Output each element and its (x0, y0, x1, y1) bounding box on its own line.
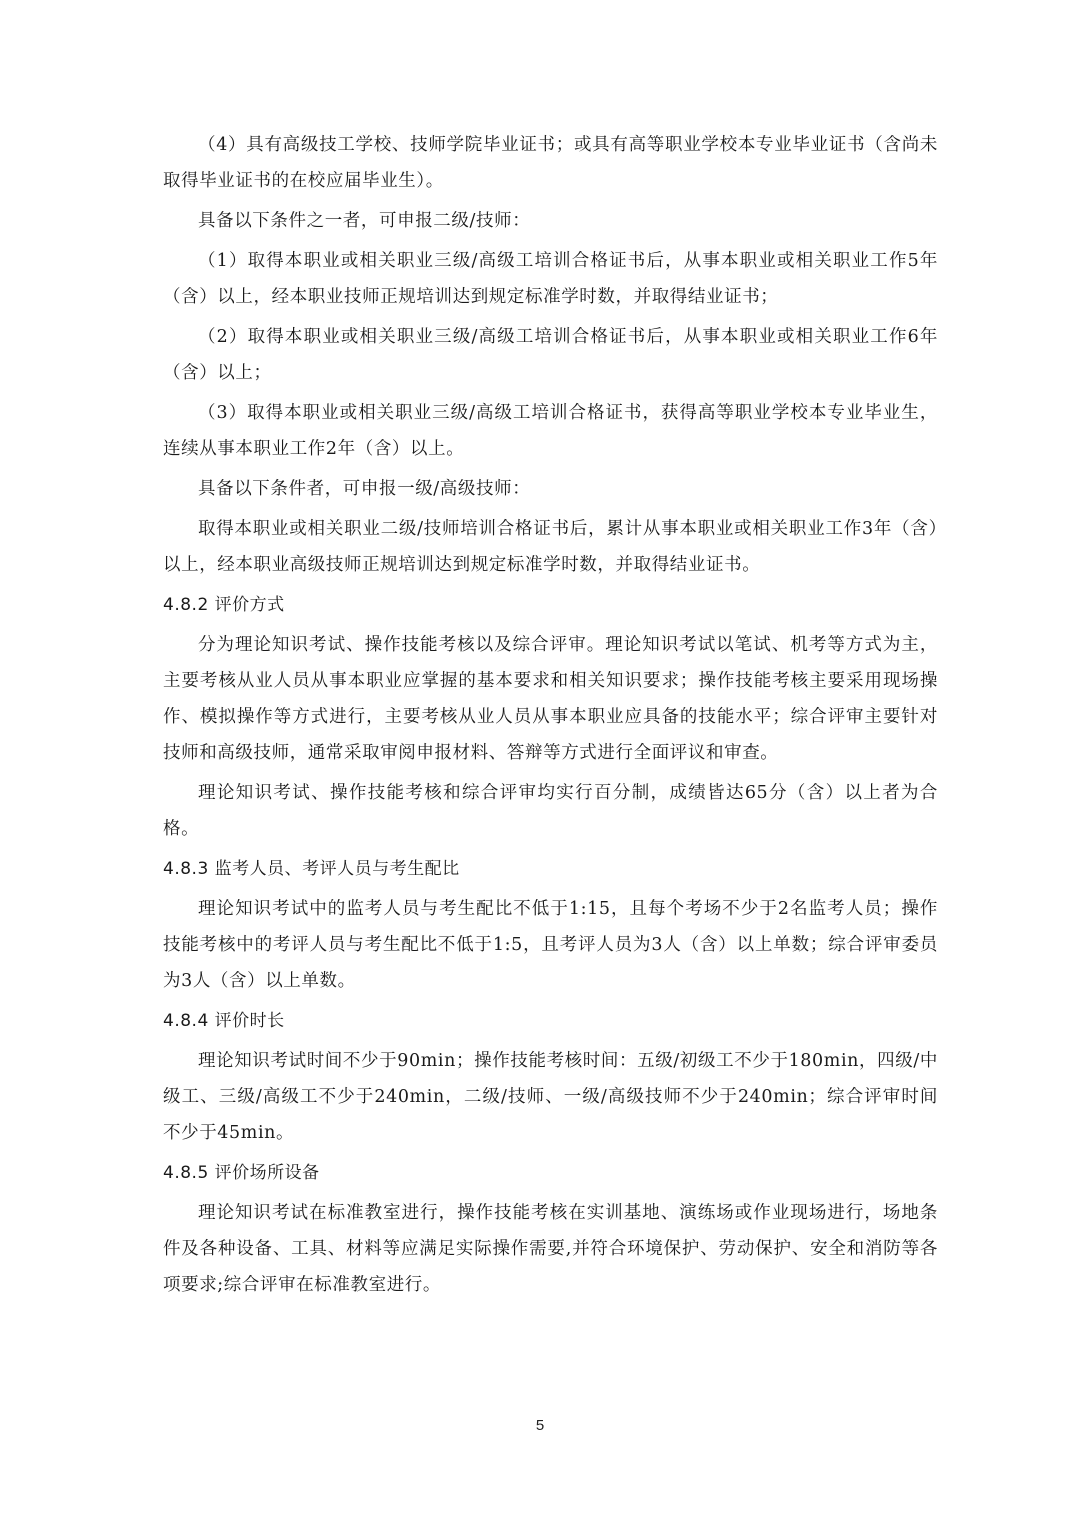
paragraph-staff-ratio: 理论知识考试中的监考人员与考生配比不低于1:15，且每个考场不少于2名监考人员；操作技能考核中的考评人员与考生配比不低于1:5，且考评人员为3人（含）以上单数；综合评审委员为3人（含）以上单数。 (163, 899, 938, 991)
paragraph-level2-condition-3: （3）取得本职业或相关职业三级/高级工培训合格证书，获得高等职业学校本专业毕业生，连续从事本职业工作2年（含）以上。 (163, 403, 938, 459)
page-content (163, 127, 938, 1307)
paragraph-condition-4: （4）具有高级技工学校、技师学院毕业证书；或具有高等职业学校本专业毕业证书（含尚未取得毕业证书的在校应届毕业生）。 (163, 135, 938, 191)
paragraph-level2-intro: 具备以下条件之一者，可申报二级/技师： (198, 211, 531, 231)
paragraph-evaluation-duration: 理论知识考试时间不少于90min；操作技能考核时间：五级/初级工不少于180min，四级/中级工、三级/高级工不少于240min，二级/技师、一级/高级技师不少于240min；综合评审时间不少于45min。 (163, 1051, 938, 1143)
page-number: 5 (535, 1417, 545, 1434)
paragraph-level1-condition: 取得本职业或相关职业二级/技师培训合格证书后，累计从事本职业或相关职业工作3年（含）以上，经本职业高级技师正规培训达到规定标准学时数，并取得结业证书。 (163, 519, 938, 575)
paragraph-level2-condition-2: （2）取得本职业或相关职业三级/高级工培训合格证书后，从事本职业或相关职业工作6年（含）以上； (163, 327, 938, 383)
section-heading-4-8-4: 4.8.4 评价时长 (163, 1011, 285, 1031)
paragraph-level2-condition-1: （1）取得本职业或相关职业三级/高级工培训合格证书后，从事本职业或相关职业工作5年（含）以上，经本职业技师正规培训达到规定标准学时数，并取得结业证书； (163, 251, 938, 307)
section-heading-4-8-5: 4.8.5 评价场所设备 (163, 1163, 320, 1183)
paragraph-level1-intro: 具备以下条件者，可申报一级/高级技师： (198, 479, 531, 499)
paragraph-evaluation-methods: 分为理论知识考试、操作技能考核以及综合评审。理论知识考试以笔试、机考等方式为主，主要考核从业人员从事本职业应掌握的基本要求和相关知识要求；操作技能考核主要采用现场操作、模拟操作等方式进行，主要考核从业人员从事本职业应具备的技能水平；综合评审主要针对技师和高级技师，通常采取审阅申报材料、答辩等方式进行全面评议和审查。 (163, 635, 938, 763)
paragraph-evaluation-venue: 理论知识考试在标准教室进行，操作技能考核在实训基地、演练场或作业现场进行，场地条件及各种设备、工具、材料等应满足实际操作需要,并符合环境保护、劳动保护、安全和消防等各项要求;综合评审在标准教室进行。 (163, 1203, 938, 1295)
paragraph-passing-score: 理论知识考试、操作技能考核和综合评审均实行百分制，成绩皆达65分（含）以上者为合格。 (163, 783, 938, 839)
section-heading-4-8-3: 4.8.3 监考人员、考评人员与考生配比 (163, 859, 460, 879)
section-heading-4-8-2: 4.8.2 评价方式 (163, 595, 285, 615)
